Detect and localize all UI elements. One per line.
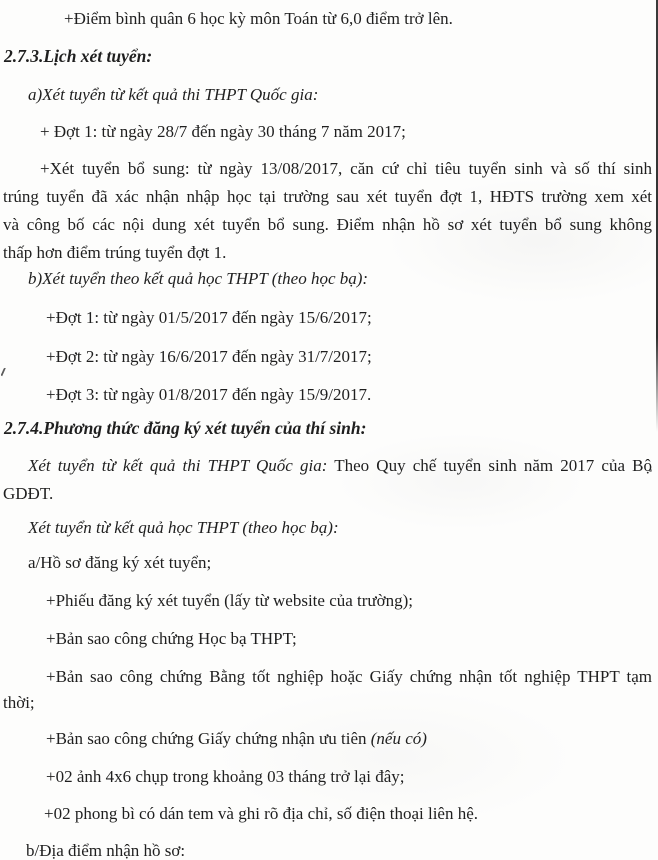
paragraph-bosung-line-2: trúng tuyển đã xác nhận nhập học tại trường sau xét tuyển đợt 1, HĐTS trường xem xét: [3, 187, 652, 206]
line-hocba-dot-2: +Đợt 2: từ ngày 16/6/2017 đến ngày 31/7/2017;: [46, 347, 372, 366]
subheading-b-xet-tuyen-hoc-ba: b)Xét tuyển theo kết quả học THPT (theo học bạ):: [28, 269, 369, 288]
line-quocgia-dot-1: + Đợt 1: từ ngày 28/7 đến ngày 30 tháng 7 năm 2017;: [40, 122, 406, 141]
req-uutien-text: +Bản sao công chứng Giấy chứng nhận ưu tiên: [46, 729, 371, 748]
req-uutien-note-italic: (nếu có): [370, 729, 427, 748]
quocgia-rest-text: Theo Quy chế tuyển sinh năm 2017 của Bộ: [327, 456, 652, 475]
line-req-anh: +02 ảnh 4x6 chụp trong khoảng 03 tháng trở lại đây;: [46, 767, 405, 786]
line-hocba-dot-1: +Đợt 1: từ ngày 01/5/2017 đến ngày 15/6/2017;: [46, 308, 372, 327]
quocgia-lead-italic: Xét tuyển từ kết quả thi THPT Quốc gia:: [28, 456, 328, 475]
line-req-bang-2: thời;: [3, 693, 35, 712]
line-dia-diem-nhan-ho-so: b/Địa điểm nhận hồ sơ:: [26, 841, 186, 860]
subheading-hocba-274: Xét tuyển từ kết quả học THPT (theo học bạ):: [28, 518, 339, 537]
subheading-a-xet-tuyen-thpt-quoc-gia: a)Xét tuyển từ kết quả thi THPT Quốc gia:: [28, 85, 319, 104]
paragraph-quocgia-line-2: GDĐT.: [3, 484, 54, 503]
line-req-uutien: [46, 728, 427, 749]
line-ho-so-dang-ky: a/Hồ sơ đăng ký xét tuyển;: [28, 553, 212, 572]
heading-2-7-4: 2.7.4.Phương thức đăng ký xét tuyển của thí sinh:: [4, 418, 367, 438]
paragraph-quocgia-line-1: [28, 455, 652, 476]
paragraph-bosung-line-1: +Xét tuyển bổ sung: từ ngày 13/08/2017, căn cứ chỉ tiêu tuyển sinh và số thí sinh: [40, 159, 652, 178]
heading-2-7-3: 2.7.3.Lịch xét tuyển:: [4, 46, 153, 66]
line-diem-binh-quan: +Điểm bình quân 6 học kỳ môn Toán từ 6,0 điểm trở lên.: [64, 9, 453, 28]
paragraph-bosung-line-3: và công bố các nội dung xét tuyển bổ sung. Điểm nhận hồ sơ xét tuyển bổ sung không: [3, 215, 652, 234]
paragraph-bosung-line-4: thấp hơn điểm trúng tuyển đợt 1.: [3, 243, 227, 262]
line-req-bang-1: +Bản sao công chứng Bằng tốt nghiệp hoặc Giấy chứng nhận tốt nghiệp THPT tạm: [46, 667, 652, 686]
line-hocba-dot-3: +Đợt 3: từ ngày 01/8/2017 đến ngày 15/9/2017.: [46, 385, 372, 404]
line-req-hocba: +Bản sao công chứng Học bạ THPT;: [46, 629, 297, 648]
line-req-phongbi: +02 phong bì có dán tem và ghi rõ địa chỉ, số điện thoại liên hệ.: [44, 804, 479, 823]
scan-margin-mark-artifact: [0, 367, 8, 377]
line-req-phieu: +Phiếu đăng ký xét tuyển (lấy từ website của trường);: [46, 591, 414, 610]
